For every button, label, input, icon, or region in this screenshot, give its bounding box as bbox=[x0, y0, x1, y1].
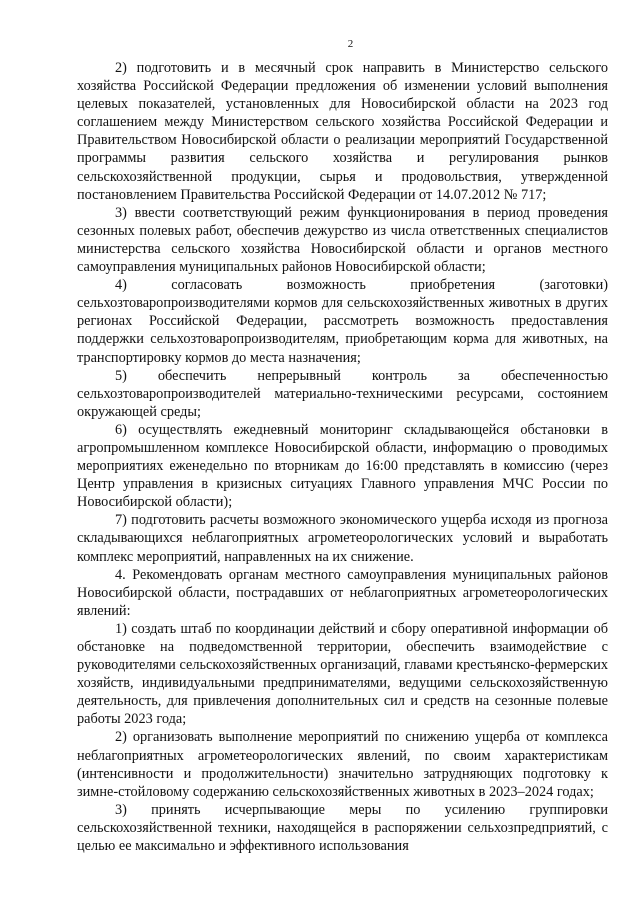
section-4-item-1: 1) создать штаб по координации действий и сбору оперативной информации об обстановке на подведомственной территории, обеспечить взаимодействие с руководителями сельскохозяйственных организаций, главами крестьянско-фермерских хозяйств, индивидуальными предпринимателями, ведущими сельскохозяйственную деятельность, для привлечения дополнительных сил и средств на сезонные полевые работы 2023 года; bbox=[77, 620, 608, 728]
paragraph-item-7: 7) подготовить расчеты возможного экономического ущерба исходя из прогноза складывающихся неблагоприятных агрометеорологических условий и выработать комплекс мероприятий, направленных на их снижение. bbox=[77, 512, 608, 565]
section-4-item-2: 2) организовать выполнение мероприятий по снижению ущерба от комплекса неблагоприятных агрометеорологических явлений, по своим характеристикам (интенсивности и продолжительности) значительно затрудняющих подготовку к зимне-стойловому содержанию сельскохозяйственных животных в 2023–2024 годах; bbox=[77, 729, 608, 800]
paragraph-item-3: 3) ввести соответствующий режим функционирования в период проведения сезонных полевых работ, обеспечив дежурство из числа ответственных специалистов министерства сельского хозяйства Новосибирской области и органов местного самоуправления муниципальных районов Новосибирской области; bbox=[77, 204, 608, 276]
section-4-item-3: 3) принять исчерпывающие меры по усилению группировки сельскохозяйственной техники, находящейся в распоряжении сельхозпредприятий, с целью ее максимально и эффективного использования bbox=[77, 801, 608, 855]
paragraph-item-5: 5) обеспечить непрерывный контроль за обеспеченностью сельхозтоваропроизводителей материально-техническими ресурсами, состоянием окружающей среды; bbox=[77, 367, 608, 420]
section-4-heading: 4. Рекомендовать органам местного самоуправления муниципальных районов Новосибирской области, пострадавших от неблагоприятных агрометеорологических явлений: bbox=[77, 566, 608, 619]
paragraph-item-6: 6) осуществлять ежедневный мониторинг складывающейся обстановки в агропромышленном комплексе Новосибирской области, информацию о проводимых мероприятиях еженедельно по вторникам до 16:00 представлять в комиссию (через Центр управления в кризисных ситуациях Главного управления МЧС России по Новосибирской области); bbox=[77, 421, 608, 511]
page-number: 2 bbox=[347, 38, 354, 50]
paragraph-item-4: 4) согласовать возможность приобретения (заготовки) сельхозтоваропроизводителями кормов для сельскохозяйственных животных в других регионах Российской Федерации, рассмотреть возможность предоставления поддержки сельхозтоваропроизводителям, приобретающим корма для животных, на транспортировку кормов до места назначения; bbox=[77, 277, 608, 366]
paragraph-item-2: 2) подготовить и в месячный срок направить в Министерство сельского хозяйства Российской Федерации предложения об изменении условий выполнения целевых показателей, установленных для Новосибирской области на 2023 год соглашением между Министерством сельского хозяйства Российской Федерации и Правительством Новосибирской области о реализации мероприятий Государственной программы развития сельского хозяйства и регулирования рынков сельскохозяйственной продукции, сырья и продовольствия, утвержденной постановлением Правительства Российской Федерации от 14.07.2012 № 717; bbox=[77, 60, 608, 203]
